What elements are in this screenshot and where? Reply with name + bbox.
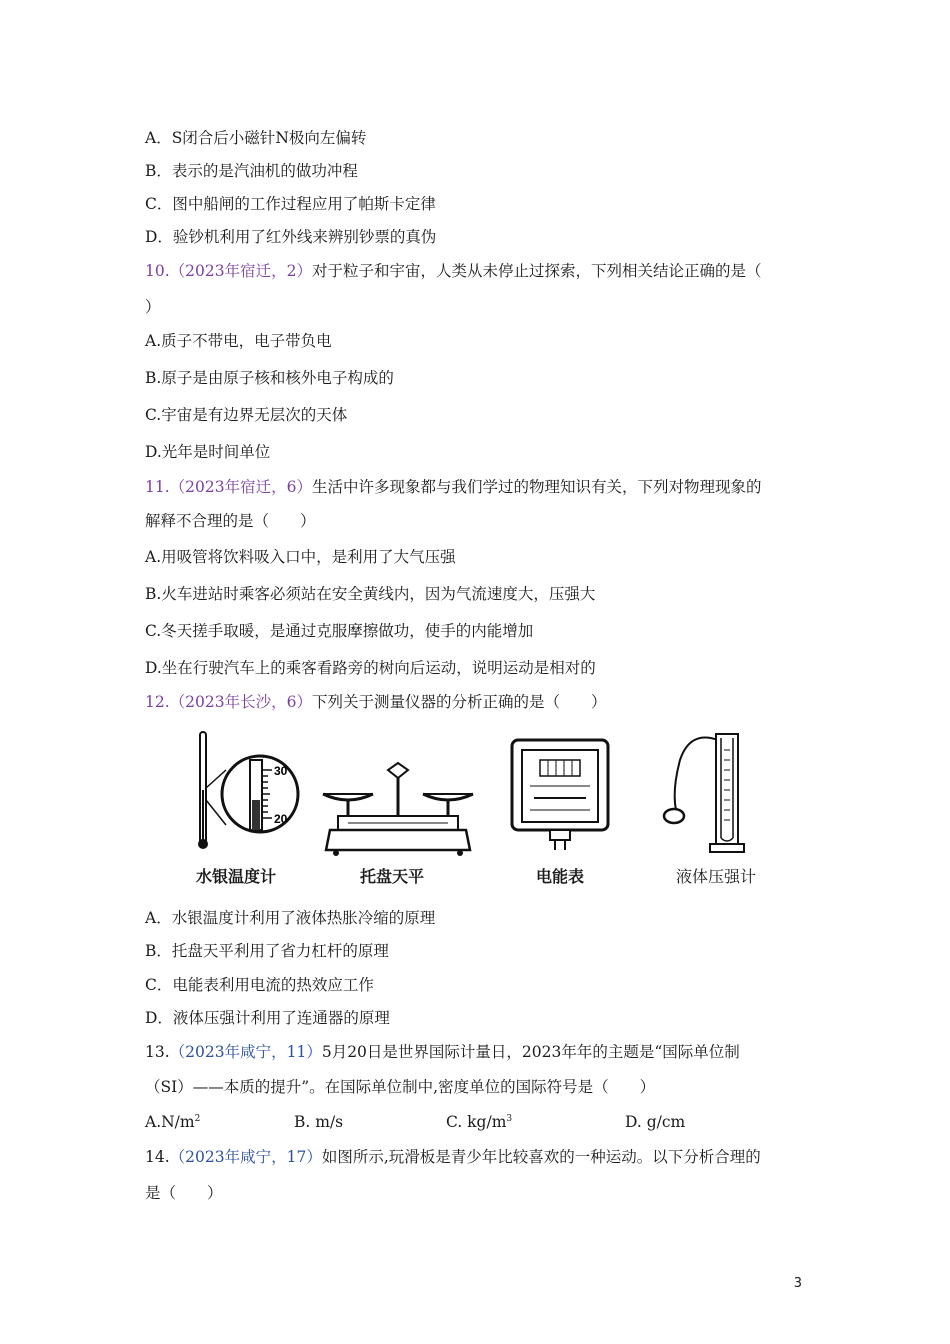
q13-option-c-sup: 3: [506, 1113, 513, 1124]
q13-option-c-text: C. kg/m: [446, 1113, 507, 1131]
q13-option-a: [145, 1112, 200, 1132]
q11-stem-cont: 解释不合理的是（ ）: [145, 512, 316, 530]
q14-stem-text: 如图所示,玩滑板是青少年比较喜欢的一种运动。以下分析合理的: [321, 1148, 761, 1166]
q13-stem-text: 5月20日是世界国际计量日，2023年年的主题是“国际单位制: [321, 1043, 740, 1061]
q11-stem-text: 生活中许多现象都与我们学过的物理知识有关，下列对物理现象的: [311, 478, 762, 496]
q10-stem: [145, 261, 761, 281]
q12-number: 12.: [145, 693, 170, 711]
q13-stem: [145, 1042, 740, 1062]
q10-option-a: A.质子不带电，电子带负电: [145, 332, 332, 350]
q12-option-c: C．电能表利用电流的热效应工作: [145, 976, 374, 994]
balance-illustration: [318, 758, 478, 858]
q10-number: 10.: [145, 262, 170, 280]
q12-option-b: B．托盘天平利用了省力杠杆的原理: [145, 942, 389, 960]
q13-option-a-text: A.N/m: [145, 1113, 195, 1131]
page-number: 3: [793, 1276, 802, 1291]
caption-electricity-meter: 电能表: [536, 867, 585, 886]
thermometer-illustration: [190, 730, 300, 855]
q12-source: （2023年长沙，6）: [169, 693, 312, 711]
caption-pressure-gauge: 液体压强计: [676, 867, 757, 886]
q13-option-c: [446, 1112, 512, 1132]
q13-source: （2023年咸宁，11）: [169, 1043, 322, 1061]
q12-option-a: A．水银温度计利用了液体热胀冷缩的原理: [145, 909, 436, 927]
q10-option-c: C.宇宙是有边界无层次的天体: [145, 406, 348, 424]
q11-stem: [145, 477, 761, 497]
q10-option-d: D.光年是时间单位: [145, 443, 271, 461]
q11-option-c: C.冬天搓手取暖，是通过克服摩擦做功，使手的内能增加: [145, 622, 534, 640]
q14-number: 14.: [145, 1148, 170, 1166]
pressure-gauge-illustration: [660, 730, 760, 855]
q13-option-b: B. m/s: [294, 1113, 344, 1131]
q9-option-a: A．S闭合后小磁针N极向左偏转: [145, 129, 367, 147]
q13-number: 13.: [145, 1043, 170, 1061]
q9-option-d: D．验钞机利用了红外线来辨别钞票的真伪: [145, 228, 437, 246]
caption-balance: 托盘天平: [360, 867, 425, 886]
q12-figure-row: [190, 730, 790, 890]
q10-stem-cont: ）: [145, 298, 161, 316]
q10-stem-text: 对于粒子和宇宙，人类从未停止过探索，下列相关结论正确的是（: [311, 262, 762, 280]
q9-option-c: C．图中船闸的工作过程应用了帕斯卡定律: [145, 195, 436, 213]
electricity-meter-illustration: [510, 738, 610, 853]
thermometer-tick-30: 30: [274, 764, 288, 778]
q12-stem: [145, 692, 606, 712]
q9-option-b: B．表示的是汽油机的做功冲程: [145, 162, 358, 180]
q11-number: 11.: [145, 478, 170, 496]
thermometer-tick-20: 20: [274, 812, 288, 826]
q14-stem-cont: 是（ ）: [145, 1184, 223, 1202]
q11-option-d: D.坐在行驶汽车上的乘客看路旁的树向后运动，说明运动是相对的: [145, 659, 596, 677]
q13-option-a-sup: 2: [194, 1113, 201, 1124]
q11-source: （2023年宿迁，6）: [169, 478, 312, 496]
q10-option-b: B.原子是由原子核和核外电子构成的: [145, 369, 394, 387]
q12-option-d: D．液体压强计利用了连通器的原理: [145, 1009, 390, 1027]
q11-option-b: B.火车进站时乘客必须站在安全黄线内，因为气流速度大，压强大: [145, 585, 596, 603]
q14-stem: [145, 1147, 761, 1167]
q11-option-a: A.用吸管将饮料吸入口中，是利用了大气压强: [145, 548, 456, 566]
q13-stem-cont: （SI）——本质的提升”。在国际单位制中,密度单位的国际符号是（ ）: [145, 1078, 656, 1096]
caption-thermometer: 水银温度计: [196, 867, 277, 886]
q13-option-d: D. g/cm: [625, 1113, 686, 1131]
q14-source: （2023年咸宁，17）: [169, 1148, 322, 1166]
q12-stem-text: 下列关于测量仪器的分析正确的是（ ）: [311, 693, 607, 711]
q10-source: （2023年宿迁，2）: [169, 262, 312, 280]
